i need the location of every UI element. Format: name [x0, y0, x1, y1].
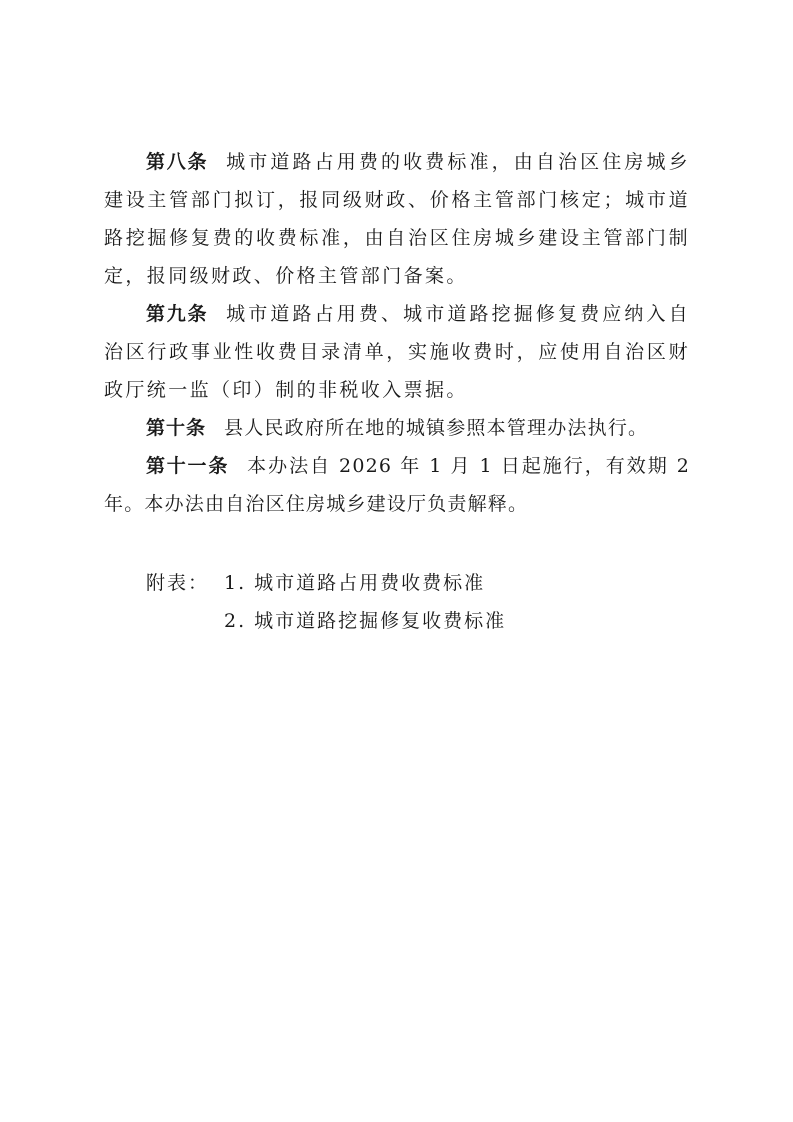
article-8 [104, 143, 690, 295]
article-9-heading: 第九条 [146, 303, 209, 325]
article-9 [104, 295, 690, 409]
attachment-indent [146, 602, 224, 640]
article-10 [104, 409, 690, 447]
article-8-heading: 第八条 [146, 151, 209, 173]
document-body [104, 143, 690, 523]
attachment-row-1 [146, 564, 506, 602]
attachment-item-2: 2. 城市道路挖掘修复收费标准 [224, 610, 507, 632]
article-11 [104, 447, 690, 523]
attachment-row-2 [146, 602, 506, 640]
article-11-heading: 第十一条 [146, 455, 230, 477]
attachments-list [146, 564, 506, 640]
article-8-text: 城市道路占用费的收费标准，由自治区住房城乡建设主管部门拟订，报同级财政、价格主管部门核定；城市道路挖掘修复费的收费标准，由自治区住房城乡建设主管部门制定，报同级财政、价格主管部门备案。 [104, 151, 690, 287]
attachments-label: 附表： [146, 572, 210, 594]
article-11-text: 本办法自 2026 年 1 月 1 日起施行，有效期 2 年。本办法由自治区住房城乡建设厅负责解释。 [104, 455, 690, 515]
article-10-heading: 第十条 [146, 417, 207, 439]
article-10-text: 县人民政府所在地的城镇参照本管理办法执行。 [224, 417, 649, 439]
attachment-item-1: 1. 城市道路占用费收费标准 [224, 572, 486, 594]
article-9-text: 城市道路占用费、城市道路挖掘修复费应纳入自治区行政事业性收费目录清单，实施收费时，应使用自治区财政厅统一监（印）制的非税收入票据。 [104, 303, 690, 401]
